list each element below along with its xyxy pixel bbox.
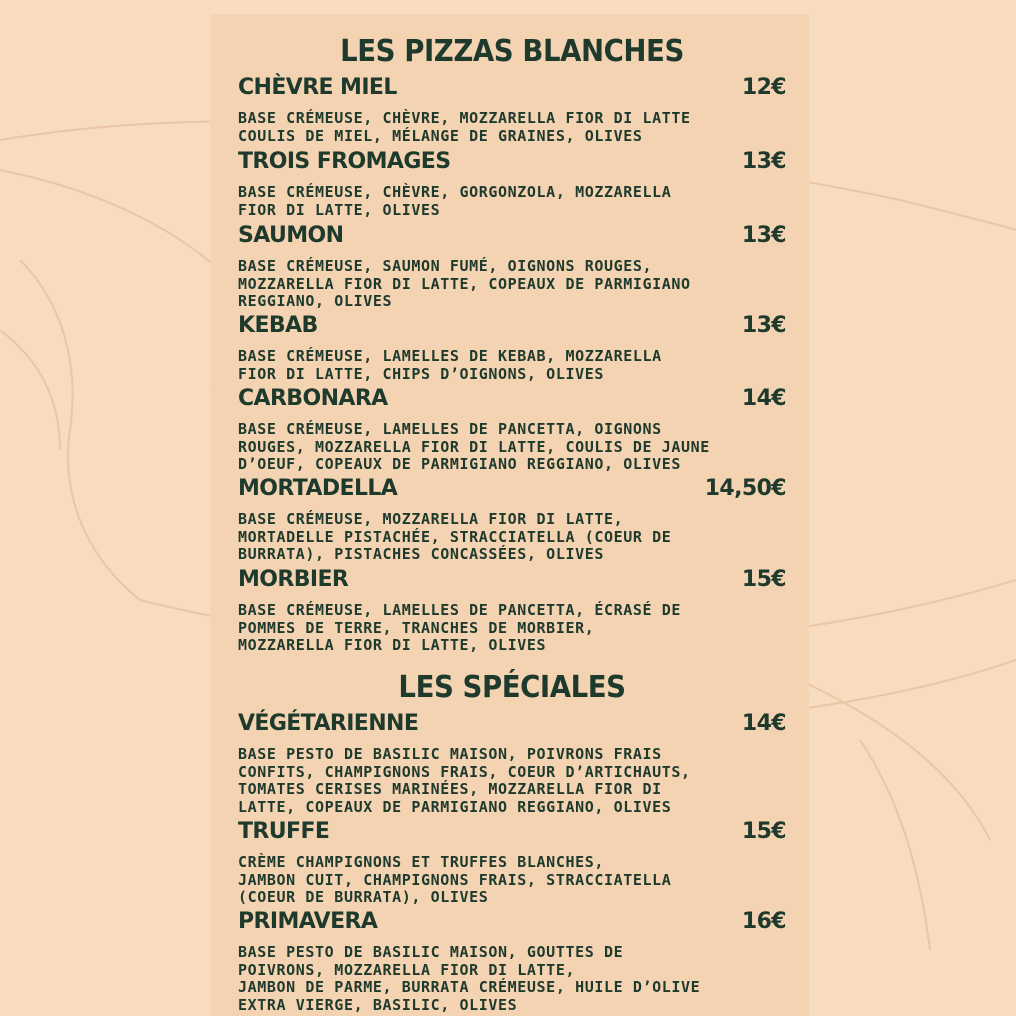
item-price: 14€ <box>741 386 786 411</box>
item-name: TRUFFE <box>238 819 330 844</box>
section-title-speciales: LES SPÉCIALES <box>398 670 626 705</box>
item-price: 14€ <box>741 711 786 736</box>
item-price: 14,50€ <box>704 476 786 501</box>
item-description: BASE CRÉMEUSE, LAMELLES DE PANCETTA, ÉCRASÉ DE POMMES DE TERRE, TRANCHES DE MORBIER, MOZZARELLA FIOR DI LATTE, OLIVES <box>238 601 682 654</box>
item-description: BASE CRÉMEUSE, LAMELLES DE PANCETTA, OIGNONS ROUGES, MOZZARELLA FIOR DI LATTE, COULIS DE JAUNE D’OEUF, COPEAUX DE PARMIGIANO REGGIANO, OLIVES <box>238 420 710 473</box>
item-name: CARBONARA <box>238 386 388 411</box>
menu-item-trois-fromages <box>238 148 786 219</box>
item-description: CRÈME CHAMPIGNONS ET TRUFFES BLANCHES, JAMBON CUIT, CHAMPIGNONS FRAIS, STRACCIATELLA (COEUR DE BURRATA), OLIVES <box>238 853 672 906</box>
item-name: CHÈVRE MIEL <box>238 75 397 100</box>
item-name: PRIMAVERA <box>238 909 378 934</box>
item-price: 16€ <box>741 909 786 934</box>
menu-item-vegetarienne <box>238 710 786 816</box>
item-description: BASE CRÉMEUSE, SAUMON FUMÉ, OIGNONS ROUGES, MOZZARELLA FIOR DI LATTE, COPEAUX DE PARMIGIANO REGGIANO, OLIVES <box>238 257 691 310</box>
menu-item-saumon <box>238 222 786 311</box>
item-price: 15€ <box>741 819 786 844</box>
menu-item-carbonara <box>238 385 786 474</box>
item-name: TROIS FROMAGES <box>238 149 451 174</box>
item-description: BASE PESTO DE BASILIC MAISON, POIVRONS FRAIS CONFITS, CHAMPIGNONS FRAIS, COEUR D’ARTICHAUTS, TOMATES CERISES MARINÉES, MOZZARELLA FIOR DI LATTE, COPEAUX DE PARMIGIANO REGGIANO, OLIVES <box>238 745 691 816</box>
item-name: KEBAB <box>238 313 318 338</box>
section-title-pizzas-blanches: LES PIZZAS BLANCHES <box>340 34 684 69</box>
menu-item-truffe <box>238 818 786 907</box>
menu-item-primavera <box>238 908 786 1014</box>
item-price: 13€ <box>741 223 786 248</box>
item-description: BASE CRÉMEUSE, LAMELLES DE KEBAB, MOZZARELLA FIOR DI LATTE, CHIPS D’OIGNONS, OLIVES <box>238 347 662 383</box>
item-price: 12€ <box>741 75 786 100</box>
menu-item-chevre-miel <box>238 74 786 145</box>
item-name: MORTADELLA <box>238 476 398 501</box>
menu-item-morbier <box>238 566 786 655</box>
item-description: BASE CRÉMEUSE, CHÈVRE, GORGONZOLA, MOZZARELLA FIOR DI LATTE, OLIVES <box>238 183 672 219</box>
item-description: BASE CRÉMEUSE, MOZZARELLA FIOR DI LATTE, MORTADELLE PISTACHÉE, STRACCIATELLA (COEUR DE BURRATA), PISTACHES CONCASSÉES, OLIVES <box>238 510 672 563</box>
menu-item-kebab <box>238 312 786 383</box>
menu-item-mortadella <box>238 475 786 564</box>
item-price: 13€ <box>741 149 786 174</box>
item-price: 15€ <box>741 567 786 592</box>
item-name: VÉGÉTARIENNE <box>238 711 419 736</box>
item-description: BASE PESTO DE BASILIC MAISON, GOUTTES DE POIVRONS, MOZZARELLA FIOR DI LATTE, JAMBON DE PARME, BURRATA CRÉMEUSE, HUILE D’OLIVE EXTRA VIERGE, BASILIC, OLIVES <box>238 943 701 1014</box>
item-description: BASE CRÉMEUSE, CHÈVRE, MOZZARELLA FIOR DI LATTE COULIS DE MIEL, MÉLANGE DE GRAINES, OLIVES <box>238 109 691 145</box>
item-name: SAUMON <box>238 223 344 248</box>
item-price: 13€ <box>741 313 786 338</box>
item-name: MORBIER <box>238 567 349 592</box>
